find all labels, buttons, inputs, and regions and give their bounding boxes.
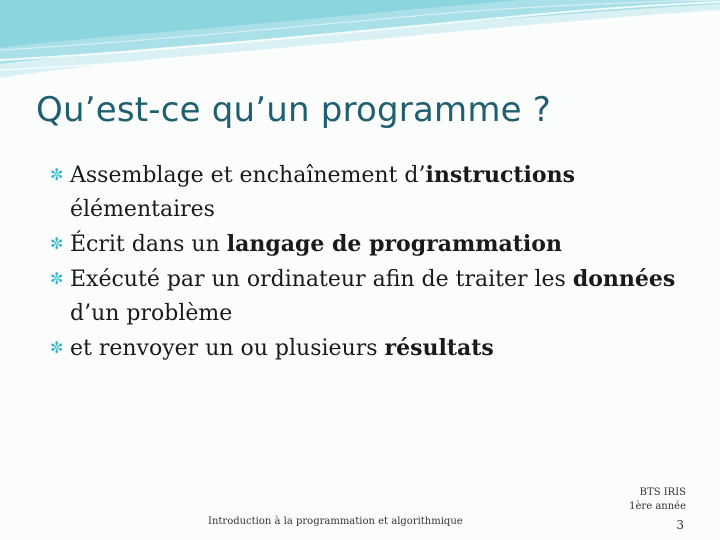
- header-wave-decoration: [0, 0, 720, 85]
- footer-course-title: Introduction à la programmation et algorithmique: [208, 516, 463, 527]
- bullet-text: Écrit dans un langage de programmation: [70, 231, 562, 257]
- footer-class-name: BTS IRIS: [639, 487, 686, 498]
- bullet-list: [50, 158, 700, 366]
- star-bullet-icon: ✼: [50, 234, 64, 253]
- page-number: 3: [676, 518, 684, 532]
- bullet-text: Assemblage et enchaînement d’instructions élémentaires: [70, 162, 575, 222]
- footer-class-year: 1ère année: [629, 501, 686, 512]
- bullet-text: Exécuté par un ordinateur afin de traiter les données d’un problème: [70, 266, 676, 326]
- bullet-item: [50, 158, 700, 227]
- star-bullet-icon: ✼: [50, 338, 64, 357]
- footer-class-info: [629, 486, 686, 514]
- bullet-item: [50, 331, 700, 366]
- bullet-text: et renvoyer un ou plusieurs résultats: [70, 335, 494, 361]
- star-bullet-icon: ✼: [50, 165, 64, 184]
- bullet-item: [50, 227, 700, 262]
- slide-title: Qu’est-ce qu’un programme ?: [36, 90, 552, 130]
- star-bullet-icon: ✼: [50, 269, 64, 288]
- bullet-item: [50, 262, 700, 331]
